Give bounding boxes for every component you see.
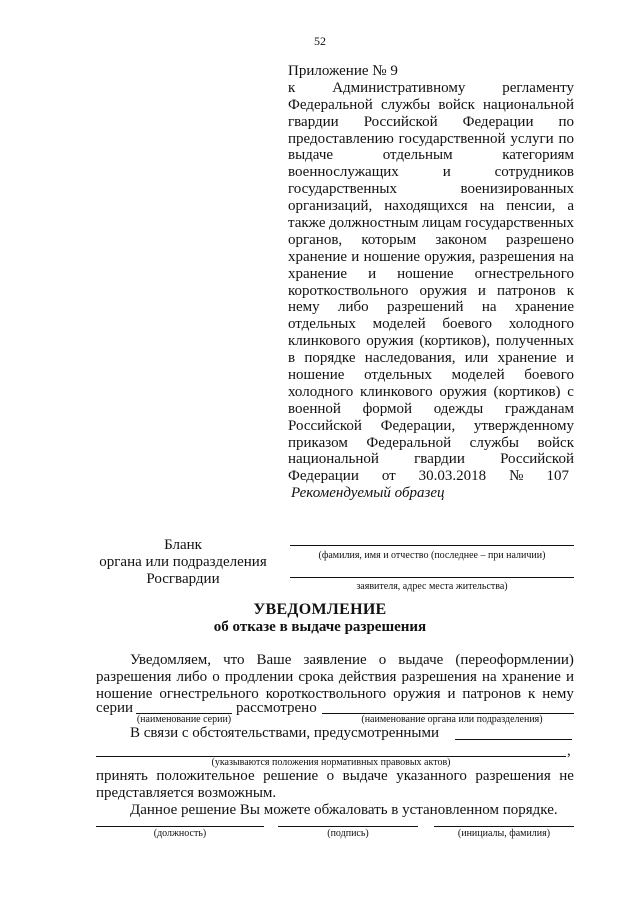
document-title: УВЕДОМЛЕНИЕ — [253, 601, 387, 618]
word: порядке — [304, 350, 356, 367]
appendix-line — [288, 367, 574, 384]
word: по — [558, 130, 574, 147]
word: разрешения — [96, 668, 172, 685]
word: на — [481, 299, 497, 316]
word: выдаче — [398, 652, 444, 668]
recommended-sample-label: Рекомендуемый образец — [291, 485, 445, 501]
circumstances-text: В связи с обстоятельствами, предусмотренными — [130, 725, 440, 741]
word: о — [212, 668, 220, 685]
applicant-fio-caption: (фамилия, имя и отчество (последнее – при наличии) — [318, 550, 546, 561]
word: срока — [298, 668, 334, 685]
word: гвардии — [288, 113, 339, 130]
word: по — [558, 113, 574, 130]
appendix-line — [288, 63, 574, 80]
word: Федеральной — [366, 434, 452, 451]
word: утвержденному — [473, 417, 574, 434]
appendix-line — [288, 147, 574, 164]
series-label: серии — [96, 700, 134, 716]
word: положительное — [156, 768, 255, 784]
word: либо — [338, 299, 369, 316]
word: в — [288, 350, 296, 367]
word: продлении — [224, 668, 294, 685]
appendix-line — [288, 80, 574, 97]
word: холодного — [288, 383, 354, 400]
signature-line — [278, 826, 418, 827]
word: боевого — [524, 367, 574, 384]
position-line — [96, 826, 264, 827]
applicant-address-caption: заявителя, адрес места жительства) — [356, 581, 508, 592]
word: пенсии, — [506, 198, 556, 215]
blank-line-3: Росгвардии — [146, 571, 220, 587]
word: категориям — [502, 147, 574, 164]
decision-line — [96, 768, 574, 785]
word: разрешений — [387, 299, 464, 316]
word: моделей — [372, 316, 426, 333]
word: военнослужащих — [288, 164, 399, 181]
word: ношение — [363, 248, 421, 265]
word: военной — [288, 400, 341, 417]
appendix-line — [288, 384, 574, 401]
signature-caption: (подпись) — [327, 828, 369, 839]
word: о — [326, 768, 335, 784]
appendix-line — [288, 333, 574, 350]
word: военизированных — [460, 181, 574, 198]
word: № — [509, 468, 524, 485]
word: (кортиков) — [493, 383, 561, 400]
appendix-line — [288, 131, 574, 148]
word: одежды — [433, 400, 484, 417]
word: и — [351, 248, 360, 265]
word: Уведомляем, — [130, 652, 212, 668]
word: оружия — [439, 383, 487, 400]
word: предоставлению — [288, 130, 394, 147]
word: находящихся — [384, 198, 468, 215]
body-paragraph-1 — [96, 652, 574, 703]
word: Приложение № 9 — [288, 63, 398, 79]
word: оружия, — [424, 248, 476, 265]
word: холодного — [508, 316, 574, 333]
word: ношение — [96, 685, 153, 702]
word: и — [565, 350, 574, 367]
word: или — [464, 350, 489, 367]
position-caption: (должность) — [153, 828, 207, 839]
word: огнестрельного — [159, 685, 259, 702]
word: либо — [176, 668, 208, 685]
word: гражданам — [504, 400, 574, 417]
word: отдельным — [382, 147, 453, 164]
appendix-line — [288, 316, 574, 333]
word: клинкового — [288, 333, 361, 350]
appendix-line — [288, 198, 574, 215]
word: гвардии — [414, 451, 465, 468]
appendix-line — [288, 435, 574, 452]
word: заявление — [303, 652, 367, 668]
word: на — [479, 198, 495, 215]
word: моделей — [451, 367, 505, 384]
word: государственной — [398, 130, 506, 147]
word: действия — [338, 668, 397, 685]
appendix-line — [288, 232, 574, 249]
word: и — [565, 668, 574, 685]
word: разрешено — [505, 231, 574, 248]
word: Ваше — [256, 652, 292, 668]
word: патронов — [497, 282, 556, 299]
word: клинкового — [359, 383, 433, 400]
appendix-line — [288, 114, 574, 131]
word: оружия — [393, 685, 441, 702]
word: огнестрельного — [474, 265, 574, 282]
legal-acts-caption: (указываются положения нормативных правовых актов) — [211, 757, 451, 768]
word: к — [528, 685, 536, 702]
word: войск — [537, 434, 574, 451]
word: и — [447, 685, 456, 702]
appendix-line — [288, 164, 574, 181]
word: ношение — [288, 367, 345, 384]
word: 107 — [546, 468, 569, 485]
circumstances-field-line — [455, 739, 572, 740]
word: короткоствольного — [288, 282, 409, 299]
word: оружия — [419, 282, 467, 299]
word: нему — [288, 299, 320, 316]
word: службы — [380, 96, 431, 113]
word: Федерации — [462, 113, 534, 130]
applicant-address-line — [290, 577, 574, 578]
blank-line-1: Бланк — [164, 537, 202, 553]
word: Российской — [363, 113, 438, 130]
word: и — [442, 164, 451, 181]
word: не — [559, 768, 574, 784]
word: государственных — [288, 181, 397, 198]
word: к — [566, 282, 574, 299]
word: и — [477, 282, 486, 299]
word: Федеральной — [288, 96, 373, 113]
word: хранение — [497, 350, 557, 367]
word: разрешения — [475, 768, 551, 784]
word: на — [482, 668, 497, 685]
word: государственных — [465, 215, 574, 232]
appendix-line — [288, 283, 574, 300]
blank-line-2: органа или подразделения — [99, 554, 267, 570]
page-number: 52 — [314, 34, 326, 48]
word: Административному — [332, 79, 466, 96]
word: оружия — [366, 333, 414, 350]
word: патронов — [462, 685, 522, 702]
appendix-line — [288, 401, 574, 418]
word: принять — [96, 768, 148, 784]
word: органов, — [288, 231, 343, 248]
word: хранение — [514, 299, 574, 316]
initials-caption: (инициалы, фамилия) — [457, 828, 551, 839]
word: отдельных — [288, 316, 356, 333]
word: ношение — [397, 265, 454, 282]
word: от — [381, 468, 396, 485]
body-line — [96, 652, 574, 669]
appendix-line — [288, 249, 574, 266]
word: национальной — [483, 96, 574, 113]
word: услуги — [510, 130, 554, 147]
appendix-line — [288, 266, 574, 283]
word: Федерации — [288, 468, 359, 485]
organization-letterhead — [96, 537, 270, 588]
word: выдаче — [342, 768, 388, 784]
decision-line — [96, 768, 574, 785]
word: регламенту — [502, 79, 574, 96]
word: нему — [542, 685, 574, 702]
word: что — [223, 652, 245, 668]
series-name-caption: (наименование серии) — [136, 714, 232, 725]
initials-line — [434, 826, 574, 827]
word: отдельных — [364, 367, 432, 384]
word: хранение — [501, 668, 561, 685]
word: сотрудников — [494, 164, 574, 181]
word: разрешения — [401, 668, 477, 685]
word: боевого — [442, 316, 493, 333]
appendix-line — [288, 468, 574, 485]
appendix-line — [288, 299, 574, 316]
word: о — [378, 652, 387, 668]
appendix-line — [288, 350, 574, 367]
word: полученных — [495, 333, 574, 350]
word: (переоформлении) — [455, 652, 574, 668]
word: службы — [469, 434, 519, 451]
appeal-text: Данное решение Вы можете обжаловать в установленном порядке. — [130, 802, 558, 818]
word: хранение — [288, 248, 348, 265]
impossible-text: представляется возможным. — [96, 785, 277, 801]
word: 30.03.2018 — [418, 468, 487, 485]
body-line — [96, 686, 574, 703]
applicant-fio-line — [290, 545, 574, 546]
word: лицам — [421, 215, 462, 232]
word: а — [567, 198, 574, 215]
word: (кортиков), — [419, 333, 491, 350]
word: Федерации, — [380, 417, 456, 434]
word: на — [559, 248, 574, 265]
word: указанного — [396, 768, 467, 784]
word: Российской — [500, 451, 574, 468]
word: организаций, — [288, 198, 373, 215]
considered-label: рассмотрено — [236, 700, 317, 716]
word: Российской — [288, 417, 362, 434]
appendix-line — [288, 451, 574, 468]
word: наследования, — [364, 350, 456, 367]
appendix-line — [288, 97, 574, 114]
word: хранение — [288, 265, 348, 282]
word: к — [288, 79, 296, 96]
word: которым — [361, 231, 417, 248]
word: разрешения — [479, 248, 556, 265]
organ-name-caption: (наименование органа или подразделения) — [361, 714, 543, 725]
word: и — [368, 265, 377, 282]
word: национальной — [288, 451, 379, 468]
appendix-line — [288, 418, 574, 435]
appendix-line — [288, 215, 574, 232]
word: решение — [263, 768, 319, 784]
word: законом — [435, 231, 487, 248]
word: также — [288, 215, 326, 232]
word: войск — [438, 96, 475, 113]
appendix-header — [288, 63, 574, 485]
document-subtitle: об отказе в выдаче разрешения — [213, 619, 427, 635]
word: короткоствольного — [265, 685, 387, 702]
body-line — [96, 669, 574, 686]
word: выдаче — [288, 147, 334, 164]
appendix-line — [288, 181, 574, 198]
word: должностным — [328, 215, 419, 232]
legal-acts-comma: , — [567, 743, 571, 759]
word: приказом — [288, 434, 348, 451]
word: формой — [362, 400, 413, 417]
word: с — [567, 383, 574, 400]
